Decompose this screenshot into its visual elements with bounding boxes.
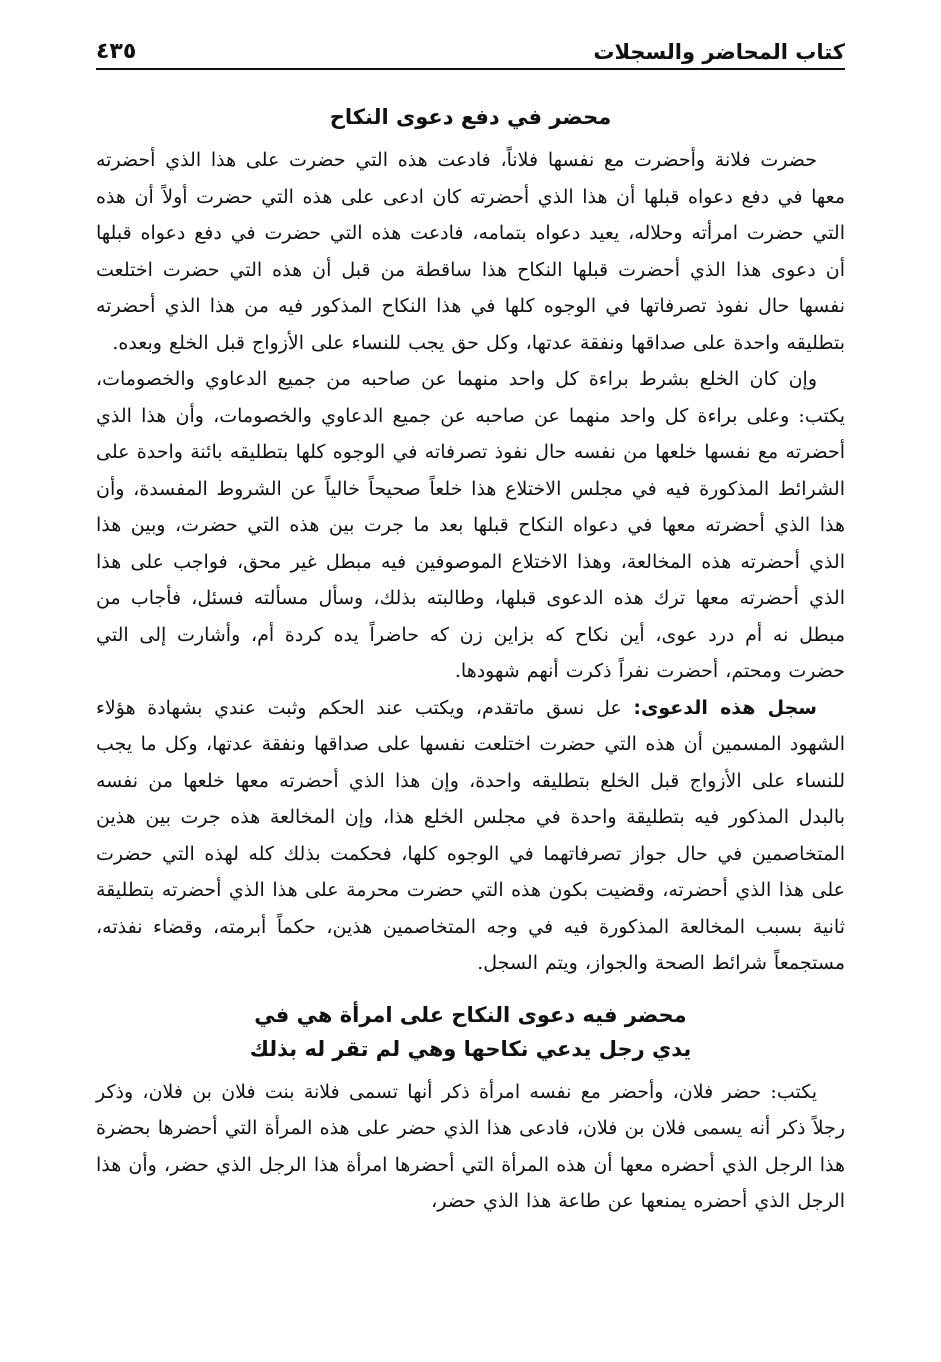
- sijil-paragraph: [96, 690, 845, 982]
- running-title: كتاب المحاضر والسجلات: [593, 40, 845, 64]
- section-nikah-defense: [96, 100, 845, 982]
- title-line: يدي رجل يدعي نكاحها وهي لم تقر له بذلك: [249, 1036, 692, 1061]
- paragraph: وإن كان الخلع بشرط براءة كل واحد منهما عن صاحبه من جميع الدعاوي والخصومات، يكتب: وعلى براءة كل واحد منهما عن صاحبه عن جميع الدعاوي والخصومات، وأن هذا الذي أحضرته مع نفسها خلعها من نفسه حال نفوذ تصرفاته في الوجوه كلها بتطليقه بائنة واحدة على الشرائط المذكورة فيه في مجلس الاختلاع هذا خلعاً صحيحاً خالياً عن الشروط المفسدة، وأن هذا الذي أحضرته معها في دعواه النكاح قبلها بعد ما جرت بين هذه التي حضرت، وبين هذا الذي أحضرته هذه المخالعة، وهذا الاختلاع الموصوفين فيه مبطل غير محق، فواجب على هذا الذي أحضرته معها ترك هذه الدعوى قبلها، وطالبته بذلك، وسأل مسألته فسئل، فأجاب من مبطل نه أم درد عوى، أين نكاح كه بزاين زن كه حاضراً يده كردة أم، وأشارت إلى التي حضرت ومحتم، أحضرت نفراً ذكرت أنهم شهودها.: [96, 368, 845, 682]
- book-page: [96, 24, 845, 1362]
- section-title: [96, 998, 845, 1066]
- running-header: [96, 24, 845, 70]
- sijil-lead: سجل هذه الدعوى:: [633, 696, 817, 719]
- paragraph: حضرت فلانة وأحضرت مع نفسها فلاناً، فادعت هذه التي حضرت على هذا الذي أحضرته معها في دفع دعواه قبلها أن هذا الذي أحضرته كان ادعى على هذه التي حضرت أولاً أن هذه التي حضرت امرأته وحلاله، يعيد دعواه بتمامه، فادعت هذه التي حضرت في دفع دعواه قبلها أن دعوى هذا الذي أحضرت قبلها النكاح هذا ساقطة من قبل أن هذه التي حضرت اختلعت نفسها حال نفوذ تصرفاتها في الوجوه كلها في هذا النكاح المذكور فيه من هذا الذي أحضرته بتطليقه واحدة على صداقها ونفقة عدتها، وكل حق يجب للنساء على الأزواج قبل الخلع وبعده.: [96, 149, 845, 354]
- section-nikah-claim: [96, 998, 845, 1220]
- sijil-text: عل نسق ماتقدم، ويكتب عند الحكم وثبت عندي بشهادة هؤلاء الشهود المسمين أن هذه التي حضرت اختلعت نفسها على صداقها ونفقة عدتها، وكل ما يجب للنساء على الأزواج قبل الخلع بتطليقه واحدة، وإن هذا الذي أحضرته معها خلعها من نفسه بالبدل المذكور فيه بتطليقة واحدة في مجلس الخلع هذا، وإن المخالعة هذه جرت بين هذين المتخاصمين في حال جواز تصرفاتهما في الوجوه كلها، فحكمت بذلك كله لهذه التي حضرت على هذا الذي أحضرته، وقضيت بكون هذه التي حضرت محرمة على هذا الذي أحضرته بتطليقة ثانية بسبب المخالعة المذكورة فيه في وجه المتخاصمين هذين، حكماً أبرمته، وقضاء نفذته، مستجمعاً شرائط الصحة والجواز، ويتم السجل.: [96, 696, 845, 974]
- section-title: محضر في دفع دعوى النكاح: [329, 105, 612, 129]
- paragraph: يكتب: حضر فلان، وأحضر مع نفسه امرأة ذكر أنها تسمى فلانة بنت فلان بن فلان، وذكر رجلاً ذكر أنه يسمى فلان بن فلان، فادعى هذا الذي حضر على هذه المرأة التي أحضرها بحضرة هذا الرجل الذي أحضره معها أن هذه المرأة التي أحضرها امرأة هذا الرجل الذي حضر، وأن هذا الرجل الذي أحضره يمنعها عن طاعة هذا الذي حضر،: [96, 1080, 845, 1212]
- title-line: محضر فيه دعوى النكاح على امرأة هي في: [254, 1002, 687, 1027]
- page-number: ٤٣٥: [96, 39, 137, 64]
